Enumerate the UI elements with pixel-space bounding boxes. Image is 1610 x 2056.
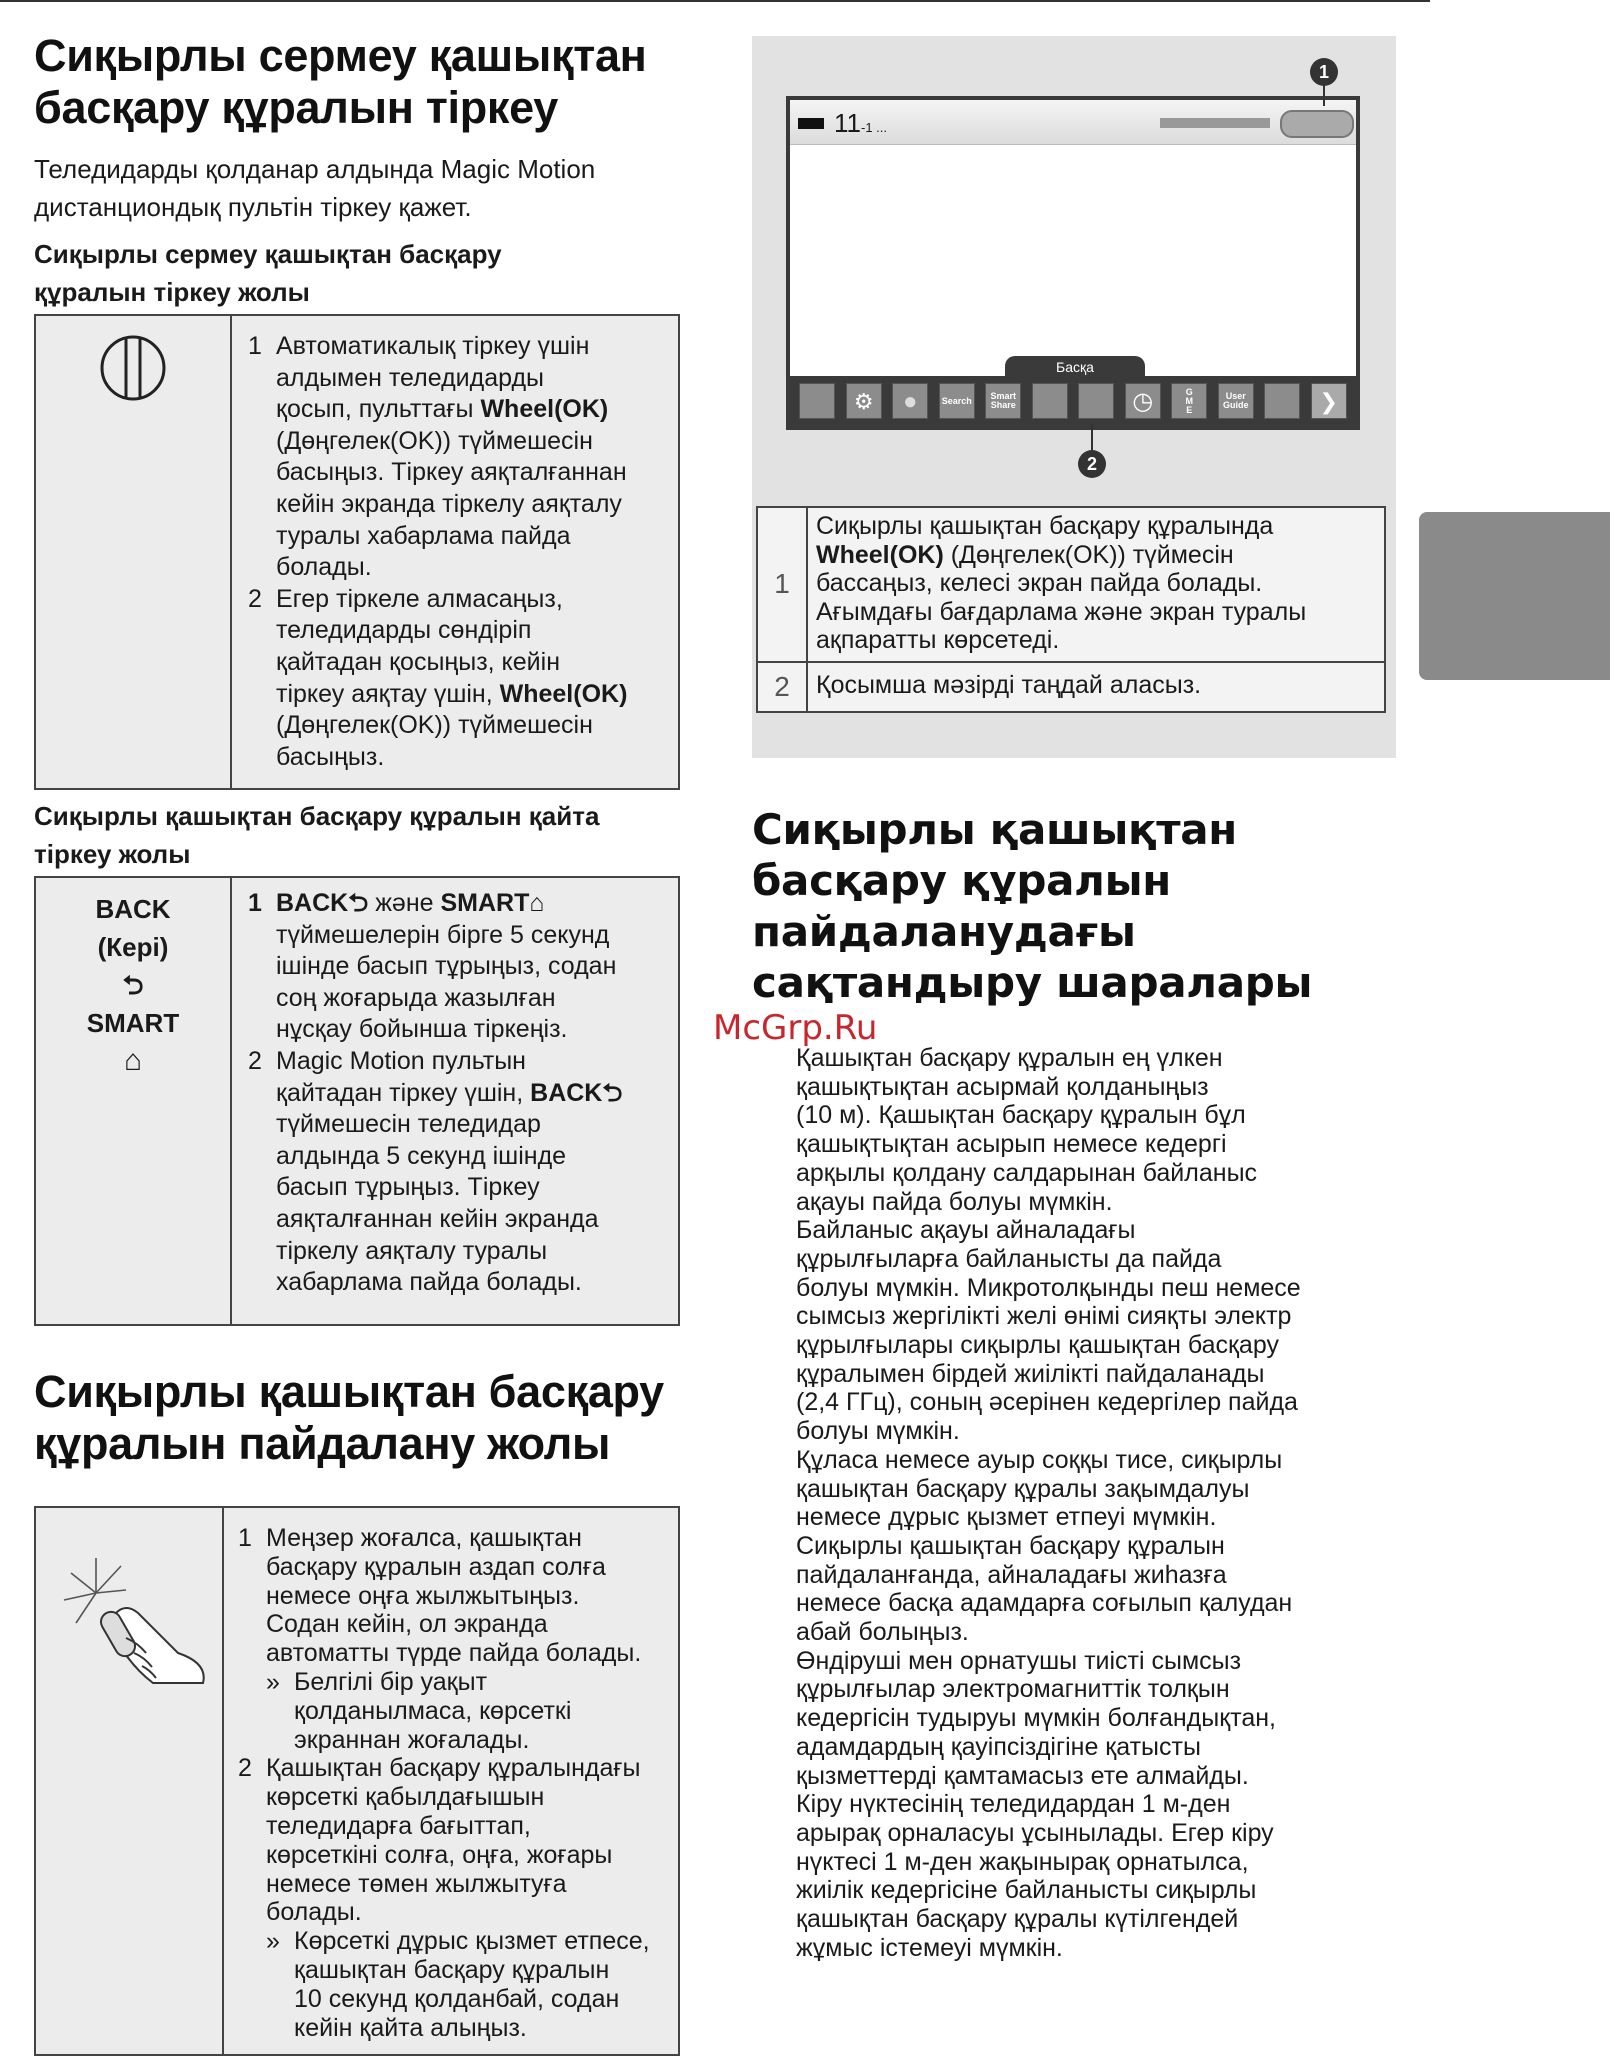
step-line: басыңыз. [276,742,385,771]
paragraph-line: немесе дұрыс қызмет етпеуі мүмкін. [796,1503,1217,1532]
callout-1-badge [1310,58,1338,86]
clock-icon[interactable]: ◷ [1125,383,1161,419]
step-line: хабарлама пайда болады. [276,1268,582,1297]
step-number: 1 [248,889,262,917]
step-line: алдымен теледидарды [276,363,545,392]
row-number: 2 [757,662,807,713]
step-line: (Дөңгелек(OK)) түймешесін [276,711,593,740]
reregister-step-list [248,888,668,1299]
step-number: 2 [248,1046,262,1075]
callout-2-badge [1078,450,1106,478]
box-divider [230,878,232,1324]
back-arrow-icon: ⮌ [122,970,144,1000]
usage-step-list [238,1524,668,2042]
row-line: Қосымша мәзірді таңдай аласыз. [816,670,1202,699]
callout-number: 2 [1086,453,1097,474]
bold-text: Wheel(OK) [499,679,628,708]
table-row [757,507,1385,662]
progress-bar [1160,118,1270,128]
section-title-precautions [752,804,1412,1008]
step-line: туралы хабарлама пайда [276,521,571,550]
section-title-usage [34,1366,714,1470]
row-line: Wheel(OK) (Дөңгелек(OK)) түймесін [816,540,1234,569]
row-number: 1 [757,507,807,662]
bullet-line: қашықтан басқару құралын [294,1955,610,1984]
launcher-bar [790,376,1356,426]
step-line: Меңзер жоғалса, қашықтан [266,1524,582,1552]
step-line: автоматты түрде пайда болады. [266,1639,642,1668]
intro-line: Теледидарды қолданар алдында Magic Motion [34,154,596,184]
bold-text: Wheel(OK) [480,395,609,424]
step-line: түймешелерін бірге 5 секунд [276,920,610,949]
register-steps-box [34,314,680,790]
channel-number-text: 11 [834,108,861,138]
remote-pointer-hand-icon [56,1538,206,1688]
step-line: теледидарға бағыттап, [266,1811,531,1840]
info-bar [790,100,1356,145]
home-icon: ⌂ [123,1044,143,1077]
paragraph-line: қашықтан басқару құралы зақымдалуы [796,1474,1250,1503]
channel-icon [798,118,824,129]
paragraph-line: Сиқырлы қашықтан басқару құралын [796,1531,1225,1560]
step-item [248,1046,668,1299]
bullet-line: кейін қайта алыңыз. [294,2013,527,2042]
title-line: пайдаланудағы [752,907,1136,956]
watermark [713,1008,877,1048]
step-line: қайтадан қосыңыз, кейін [276,647,561,676]
subheading-reregister [34,797,694,873]
step-line: басыңыз. Тіркеу аяқталғаннан [276,458,627,487]
precautions-text [796,1044,1396,1963]
step-item [238,1524,668,1754]
step-line: қосып, пульттағы Wheel(OK) [276,395,609,424]
watermark-text: McGrp.Ru [713,1008,878,1048]
paragraph-line: адамдардың қауіпсіздігіне қатысты [796,1732,1201,1761]
step-number: 1 [248,332,262,360]
bold-text: SMART⌂ [440,889,545,917]
title-line: Сиқырлы қашықтан басқару [34,1366,664,1417]
step-line: немесе оңға жылжытыңыз. [266,1581,580,1610]
callout-table [756,506,1386,713]
settings-gear-icon[interactable]: ⚙ [846,383,882,419]
back-key-kz-label: (Кері) [97,932,169,962]
tv-guide-icon[interactable] [799,383,835,419]
row-line: Ағымдағы бағдарлама және экран туралы [816,597,1307,626]
more-menu-text: Басқа [1056,359,1094,375]
step-line: нұсқау бойынша тіркеңіз. [276,1015,568,1044]
paragraph-line: жиілік кедергісіне байланысты сиқырлы [796,1876,1257,1905]
paragraph-line: арырақ орналасуы ұсынылады. Егер кіру [796,1818,1274,1847]
intro-text [34,150,694,226]
paragraph-line: құрылғыларға байланысты да пайда [796,1244,1222,1273]
bullet-mark: » [266,1927,280,1956]
title-line: сақтандыру шаралары [752,958,1313,1007]
paragraph-line: пайдаланғанда, айналадағы жиһазға [796,1560,1227,1589]
channel-number [834,108,887,139]
channel-sub-text: -1 ... [861,120,888,135]
paragraph-line: құралымен бірдей жиілікті пайдаланады [796,1359,1265,1388]
screen-illustration-panel [752,36,1396,758]
step-line: түймешесін теледидар [276,1110,541,1139]
paragraph-line: Өндіруші мен орнатушы тиісті сымсыз [796,1646,1242,1675]
callout-1-leader [1323,84,1325,106]
usage-steps-box [34,1506,680,2056]
row-description [807,662,1385,713]
paragraph-line: жұмыс істемеуі мүмкін. [796,1933,1063,1962]
more-arrow-icon[interactable]: ❯ [1311,383,1347,419]
row-line: ақпаратты көрсетеді. [816,626,1060,654]
paragraph-line: қызметтерді қамтамасыз ете алмайды. [796,1761,1249,1790]
paragraph-line: болуы мүмкін. [796,1417,960,1446]
intro-line: дистанциондық пультін тіркеу қажет. [34,192,472,222]
callout-number: 1 [1318,61,1329,82]
bullet-mark: » [266,1667,280,1696]
step-item [248,888,668,1046]
step-line: ішінде басып тұрыңыз, содан [276,952,617,981]
paragraph-line: арқылы қолдану салдарынан байланыс [796,1158,1258,1187]
bullet-note [266,1668,668,1754]
subheading-line: Сиқырлы қашықтан басқару құралын қайта [34,801,600,831]
step-line: кейін экранда тіркелу аяқталу [276,489,622,518]
step-line: Қашықтан басқару құралындағы [266,1754,641,1783]
paragraph-line: Құласа немесе ауыр соққы тисе, сиқырлы [796,1445,1283,1474]
step-line: Magic Motion пультын [276,1046,526,1075]
step-line: көрсеткіні солға, оңға, жоғары [266,1840,613,1869]
row-line: бассаңыз, келесі экран пайда болады. [816,569,1263,597]
paragraph-line: болуы мүмкін. Микротолқынды пеш немесе [796,1273,1301,1302]
smart-share-icon[interactable]: Smart Share [985,383,1021,419]
paragraph-line: немесе басқа адамдарға соғылып қалудан [796,1589,1293,1618]
step-line: Содан кейін, ол экранда [266,1610,548,1639]
step-line: басып тұрыңыз. Тіркеу [276,1173,540,1202]
step-line: немесе төмен жылжытуға [266,1869,567,1898]
step-number: 1 [238,1524,252,1552]
subheading-line: құралын тіркеу жолы [34,277,310,307]
step-line: болады. [276,553,372,582]
box-divider [222,1508,224,2054]
paragraph-line: нүктесі 1 м-ден жақынырақ орнатылса, [796,1847,1249,1876]
reregister-steps-box [34,876,680,1326]
step-item [248,584,668,774]
paragraph-line: кедергісін тудыруы мүмкін болғандықтан, [796,1704,1276,1733]
bold-text: BACK⮌ [276,889,369,917]
bullet-line: экраннан жоғалады. [294,1725,530,1754]
bullet-note [266,1927,668,2042]
side-tab [1419,512,1610,680]
paragraph-line: (2,4 ГГц), соның әсерінен кедергілер пайда [796,1388,1298,1417]
bullet-line: Көрсеткі дұрыс қызмет етпесе, [294,1927,650,1956]
premium-icon[interactable] [1032,383,1068,419]
paragraph-line: қашықтан басқару құралы күтілгендей [796,1905,1239,1934]
game-icon[interactable]: G M E [1171,383,1207,419]
paragraph-line: ақауы пайда болуы мүмкін. [796,1187,1113,1216]
bold-text: BACK⮌ [530,1078,623,1107]
step-item [248,331,668,584]
title-line: Сиқырлы сермеу қашықтан [34,30,647,81]
row-line: Сиқырлы қашықтан басқару құралында [816,512,1274,540]
step-line: қайтадан тіркеу үшін, BACK⮌ [276,1078,623,1107]
step-number: 2 [238,1754,252,1783]
step-line: көрсеткі қабылдағышын [266,1783,545,1812]
step-line: басқару құралын аздап солға [266,1552,606,1581]
paragraph-line: құрылғылар электромагниттік толқын [796,1675,1230,1704]
tv-screen [786,96,1360,430]
step-line: соң жоғарыда жазылған [276,983,556,1012]
step-line: теледидарды сөндіріп [276,616,532,645]
bullet-line: 10 секунд қолданбай, содан [294,1984,620,2013]
subheading-line: Сиқырлы сермеу қашықтан басқару [34,239,502,269]
row-description [807,507,1385,662]
more-menu-label[interactable] [1005,356,1145,378]
bullet-line: қолданылмаса, көрсеткі [294,1696,572,1725]
top-rule [0,0,1430,2]
paragraph-line: Қашықтан басқару құралын ең үлкен [796,1044,1223,1072]
paragraph-line: қашықтықтан асырмай қолданыңыз [796,1072,1209,1101]
key-column [36,890,230,1080]
table-row [757,662,1385,713]
paragraph-line: сымсыз жергілікті желі өнімі сияқты электр [796,1302,1292,1331]
step-line: Автоматикалық тіркеу үшін [276,332,590,360]
section-title-register [34,30,694,134]
title-line: Сиқырлы қашықтан [752,805,1238,854]
step-line: тіркелу аяқталу туралы [276,1236,548,1265]
subheading-register [34,235,694,311]
paragraph-line: қашықтықтан асырып немесе кедергі [796,1130,1227,1159]
input-icon[interactable] [1264,383,1300,419]
paragraph-line: Кіру нүктесінің теледидардан 1 м-ден [796,1790,1231,1819]
back-key-label: BACK [95,894,171,924]
wheel-button-icon [99,334,167,402]
register-step-list [248,331,668,773]
title-line: басқару құралын [752,856,1172,905]
smart-key-label: SMART [86,1008,180,1038]
title-line: құралын пайдалану жолы [34,1418,611,1469]
apps-icon[interactable] [1078,383,1114,419]
step-item [238,1754,668,2042]
step-line: BACK⮌ және SMART⌂ [276,889,545,917]
step-line: тіркеу аяқтау үшін, Wheel(OK) [276,679,628,708]
subheading-line: тіркеу жолы [34,839,191,869]
info-button[interactable] [1280,110,1354,138]
paragraph-line: құрылғылары сиқырлы қашықтан басқару [796,1331,1279,1360]
paragraph-line: Байланыс ақауы айналадағы [796,1216,1136,1245]
step-line: болады. [266,1898,362,1927]
bullet-line: Белгілі бір уақыт [294,1667,488,1696]
user-guide-icon[interactable]: User Guide [1218,383,1254,419]
bold-text: Wheel(OK) [816,540,944,569]
step-line: алдында 5 секунд ішінде [276,1141,567,1170]
paragraph-line: (10 м). Қашықтан басқару құралын бұл [796,1101,1246,1130]
title-line: басқару құралын тіркеу [34,82,558,133]
step-line: Егер тіркеле алмасаңыз, [276,584,563,613]
box-divider [230,316,232,788]
step-line: аяқталғаннан кейін экранда [276,1204,599,1233]
search-icon[interactable]: Search [939,383,975,419]
step-line: (Дөңгелек(OK)) түймешесін [276,426,593,455]
step-number: 2 [248,584,262,613]
paragraph-line: абай болыңыз. [796,1618,969,1647]
internet-globe-icon[interactable]: ● [892,383,928,419]
